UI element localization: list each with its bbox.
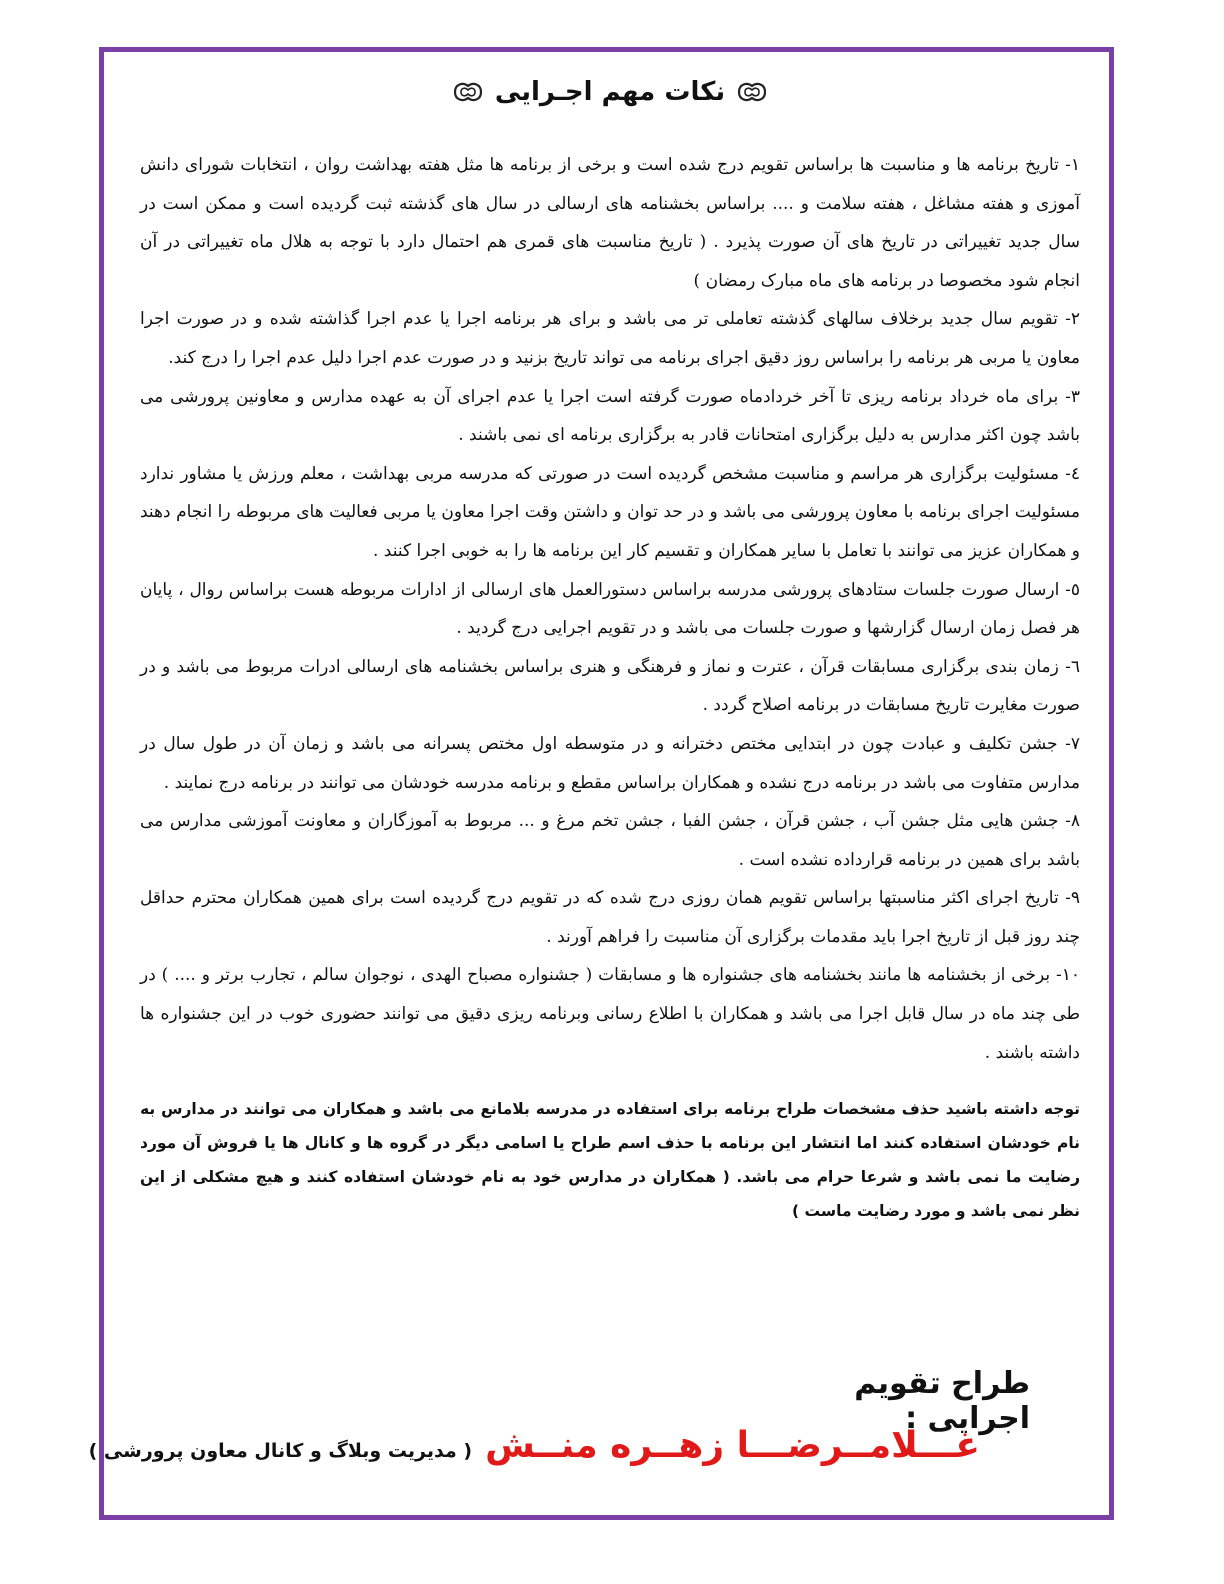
note-item: ۱- تاریخ برنامه ها و مناسبت ها براساس تقویم درج شده است و برخی از برنامه ها مثل هفته بهداشت روان ، انتخابات شورای دانش آموزی و هفته مشاغل ، هفته سلامت و .... براساس بخشنامه های ارسالی در سال های گذشته ثبت گردیده است و ممکن است در سال جدید تغییراتی در تاریخ های آن صورت پذیرد . ( تاریخ مناسبت های قمری هم احتمال دارد با توجه به هلال ماه تغییراتی در آن انجام شود مخصوصا در برنامه های ماه مبارک رمضان ) bbox=[140, 155, 1080, 291]
note-item: ۸- جشن هایی مثل جشن آب ، جشن قرآن ، جشن الفبا ، جشن تخم مرغ و ... مربوط به آموزگاران و معاونت آموزشی مدارس می باشد برای همین در برنامه قرارداده نشده است . bbox=[140, 811, 1080, 870]
designer-name: غـــلامــرضـــا زهــره منــش bbox=[485, 1425, 980, 1466]
designer-role: ( مدیریت وبلاگ و کانال معاون پرورشی ) bbox=[88, 1440, 473, 1462]
note-item: ۱۰- برخی از بخشنامه ها مانند بخشنامه های جشنواره ها و مسابقات ( جشنواره مصباح الهدی ، نوجوان سالم ، تجارب برتر و .... ) در طی چند ماه در سال قابل اجرا می باشد و همکاران با اطلاع رسانی وبرنامه ریزی دقیق می توانند حضوری خوب در این جشنواره ها داشته باشند . bbox=[140, 965, 1080, 1063]
note-item: ٦- زمان بندی برگزاری مسابقات قرآن ، عترت و نماز و فرهنگی و هنری براساس بخشنامه های ارسالی ادرات مربوط می باشد و در صورت مغایرت تاریخ مسابقات در برنامه اصلاح گردد . bbox=[140, 656, 1080, 716]
ornament-left-icon bbox=[451, 79, 485, 105]
note-item: ۳- برای ماه خرداد برنامه ریزی تا آخر خردادماه صورت گرفته است اجرا یا عدم اجرای آن به عهده مدارس و معاونین پرورشی می باشد چون اکثر مدارس به دلیل برگزاری امتحانات قادر به برگزاری برنامه ای نمی باشند . bbox=[140, 386, 1080, 446]
note-item: ٥- ارسال صورت جلسات ستادهای پرورشی مدرسه براساس دستورالعمل های ارسالی از ادارات مربوطه هست براساس روال ، پایان هر فصل زمان ارسال گزارشها و صورت جلسات می باشد و در تقویم اجرایی درج گردید . bbox=[140, 579, 1080, 639]
ornament-right-icon bbox=[735, 79, 769, 105]
notes-list bbox=[140, 146, 1080, 1072]
page-title: نکات مهم اجـرایی bbox=[494, 77, 726, 107]
note-item: ۲- تقویم سال جدید برخلاف سالهای گذشته تعاملی تر می باشد و برای هر برنامه اجرا یا عدم اجرا گذاشته شده و در صورت اجرا معاون یا مربی هر برنامه را براساس روز دقیق اجرای برنامه می تواند تاریخ بزنید و در صورت عدم اجرا دلیل عدم اجرا را درج کند. bbox=[140, 309, 1080, 368]
note-item: ۹- تاریخ اجرای اکثر مناسبتها براساس تقویم همان روزی درج شده که در تقویم درج گردیده است برای همین همکاران محترم حداقل چند روز قبل از تاریخ اجرا باید مقدمات برگزاری آن مناسبت را فراهم آورند . bbox=[140, 888, 1080, 947]
designer-row bbox=[88, 1425, 980, 1466]
note-item: ٤- مسئولیت برگزاری هر مراسم و مناسبت مشخص گردیده است در صورتی که مدرسه مربی بهداشت ، معلم ورزش یا مشاور ندارد مسئولیت اجرای برنامه با معاون پرورشی می باشد و در حد توان و داشتن وقت اجرا معاون یا مربی فعالیت های مربوطه را انجام دهند و همکاران عزیز می توانند با تعامل با سایر همکاران و تقسیم کار این برنامه ها را به خوبی اجرا کنند . bbox=[140, 463, 1080, 561]
note-item: ۷- جشن تکلیف و عبادت چون در ابتدایی مختص دخترانه و در متوسطه اول مختص پسرانه می باشد و زمان آن در طول سال در مدارس متفاوت می باشد در برنامه درج نشده و همکاران براساس مقطع و برنامه مدرسه خودشان می توانند در برنامه درج نمایند . bbox=[140, 733, 1080, 793]
designer-label: طراح تقویم اجرایی : bbox=[854, 1366, 1030, 1436]
title-row bbox=[140, 60, 1080, 124]
document-page bbox=[140, 60, 1080, 1228]
copyright-warning: توجه داشته باشید حذف مشخصات طراح برنامه برای استفاده در مدرسه بلامانع می باشد و همکاران می توانند در مدارس به نام خودشان استفاده کنند اما انتشار این برنامه با حذف اسم طراح یا اسامی دیگر در گروه ها و کانال ها یا فروش آن مورد رضایت ما نمی باشد و شرعا حرام می باشد. ( همکاران در مدارس خود به نام خودشان استفاده کنند و هیچ مشکلی از این نظر نمی باشد و مورد رضایت ماست ) bbox=[140, 1100, 1080, 1221]
